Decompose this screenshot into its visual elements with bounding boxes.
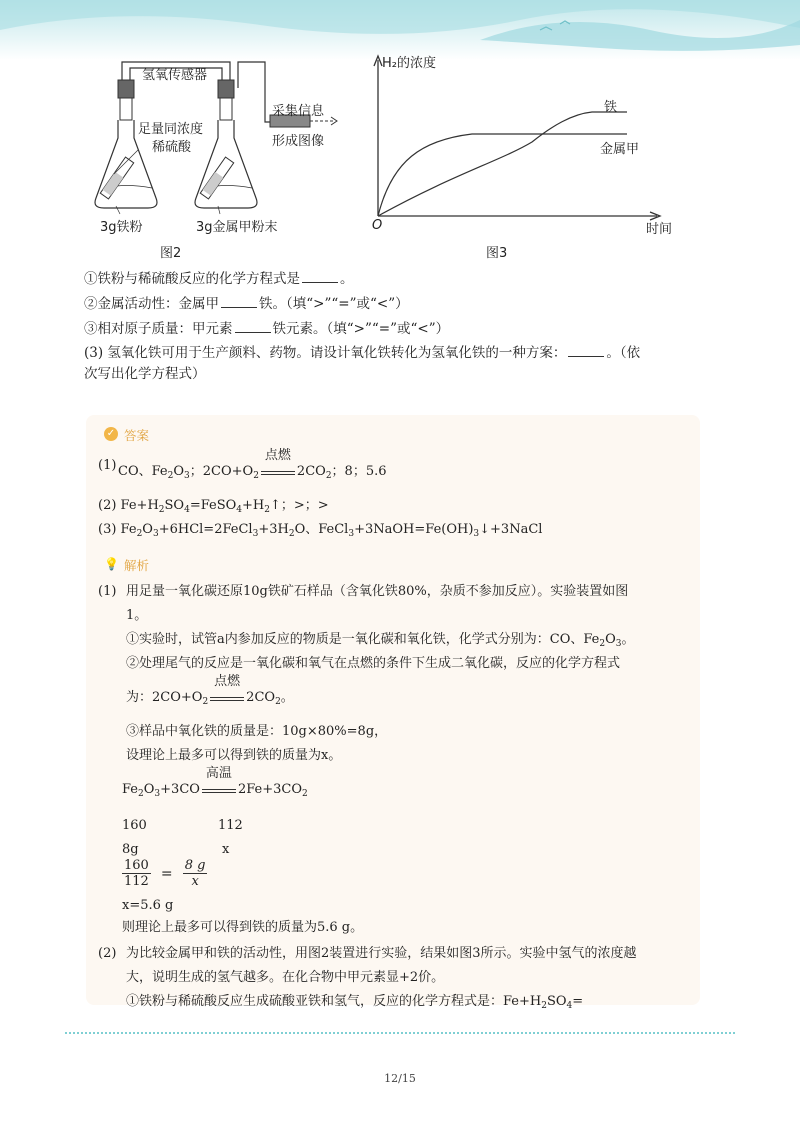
series-iron-label: 铁	[604, 100, 618, 115]
question-2: ②金属活动性：金属甲 铁。（填“>”“=”或“<”）	[84, 293, 409, 314]
molar-mass-fe: 112	[218, 818, 243, 833]
analysis-1-line7: 设理论上最多可以得到铁的质量为x。	[126, 748, 342, 763]
analysis-2-num: (2)	[98, 946, 117, 961]
question-1: ①铁粉与稀硫酸反应的化学方程式是 。	[84, 268, 354, 289]
flask2-label: 3g金属甲粉末	[196, 220, 278, 235]
result: x=5.6 g	[122, 898, 174, 913]
answer-tag: 答案	[124, 428, 150, 443]
graph-ylabel: H₂的浓度	[382, 56, 436, 71]
analysis-1-num: (1)	[98, 584, 117, 599]
page-number: 12/15	[384, 1072, 416, 1085]
answer-1: CO、$Fe_2O_3$；$2CO+O_2$ 点燃 $2CO_2$；8；5.6	[118, 448, 387, 481]
answer-1-num: (1)	[98, 458, 117, 473]
answer-3: (3) $Fe_2O_3+6HCl=2FeCl_3+3H_2O$、$FeCl_3+3NaOH=Fe(OH)_3↓+3NaCl$	[98, 522, 543, 539]
question-4-cont: 次写出化学方程式）	[84, 366, 206, 382]
flask1-label: 3g铁粉	[100, 220, 143, 235]
figure-3-caption: 图3	[486, 246, 508, 261]
analysis-2-line3: ①铁粉与稀硫酸反应生成硫酸亚铁和氢气，反应的化学方程式是：$Fe+H_2SO_4=$	[126, 994, 584, 1011]
metal-curve	[378, 134, 627, 216]
molar-mass-fe2o3: 160	[122, 818, 147, 833]
iron-curve	[378, 112, 627, 216]
analysis-1-line1: 用足量一氧化碳还原10g铁矿石样品（含氧化铁80%，杂质不参加反应）。实验装置如图	[126, 584, 629, 599]
analysis-2-line1: 为比较金属甲和铁的活动性，用图2装置进行实验，结果如图3所示。实验中氢气的浓度越	[126, 946, 637, 961]
analysis-1-line2: 1。	[126, 608, 148, 623]
proportion: $\frac{160}{112}$ = $\frac{8 g}{x}$	[124, 858, 206, 889]
analysis-tag: 解析	[124, 558, 150, 573]
question-3: ③相对原子质量：甲元素 铁元素。（填“>”“=”或“<”）	[84, 318, 449, 339]
check-icon: ✓	[104, 427, 118, 441]
collect-label-2: 形成图像	[272, 134, 325, 149]
reaction-equation: $Fe_2O_3+3CO$ 高温 $2Fe+3CO_2$	[122, 766, 308, 799]
value-8g: 8g	[122, 842, 139, 857]
acid-label-1: 足量同浓度	[138, 122, 204, 137]
answer-2: (2) $Fe+H_2SO_4=FeSO_4+H_2↑$；>；>	[98, 498, 329, 515]
divider	[65, 1032, 735, 1034]
graph-origin: O	[372, 218, 383, 233]
analysis-1-line4: ②处理尾气的反应是一氧化碳和氧气在点燃的条件下生成二氧化碳，反应的化学方程式	[126, 656, 621, 671]
analysis-1-line5: 为：$2CO+O_2$ 点燃 $2CO_2$。	[126, 674, 294, 707]
graph-xlabel: 时间	[646, 222, 673, 237]
answer-blank[interactable]	[221, 293, 257, 308]
lightbulb-icon: 💡	[104, 557, 119, 571]
value-x: x	[222, 842, 230, 857]
answer-blank[interactable]	[235, 318, 271, 333]
collect-label-1: 采集信息	[272, 104, 325, 119]
analysis-2-line2: 大，说明生成的氢气越多。在化合物中甲元素显+2价。	[126, 970, 445, 985]
figure-2-caption: 图2	[160, 246, 182, 261]
acid-label-2: 稀硫酸	[152, 140, 192, 155]
series-metal-label: 金属甲	[600, 142, 640, 157]
answer-blank[interactable]	[302, 268, 338, 283]
analysis-1-line3: ①实验时，试管a内参加反应的物质是一氧化碳和氧化铁，化学式分别为：CO、$Fe_2O_3$。	[126, 632, 635, 649]
analysis-1-line6: ③样品中氧化铁的质量是：10g×80%=8g，	[126, 724, 388, 739]
sensor-label: 氢氧传感器	[142, 68, 208, 83]
question-4: (3) 氢氧化铁可用于生产颜料、药物。请设计氧化铁转化为氢氧化铁的一种方案： 。（依	[84, 342, 640, 363]
conclusion: 则理论上最多可以得到铁的质量为5.6 g。	[122, 920, 364, 935]
answer-blank[interactable]	[568, 342, 604, 357]
